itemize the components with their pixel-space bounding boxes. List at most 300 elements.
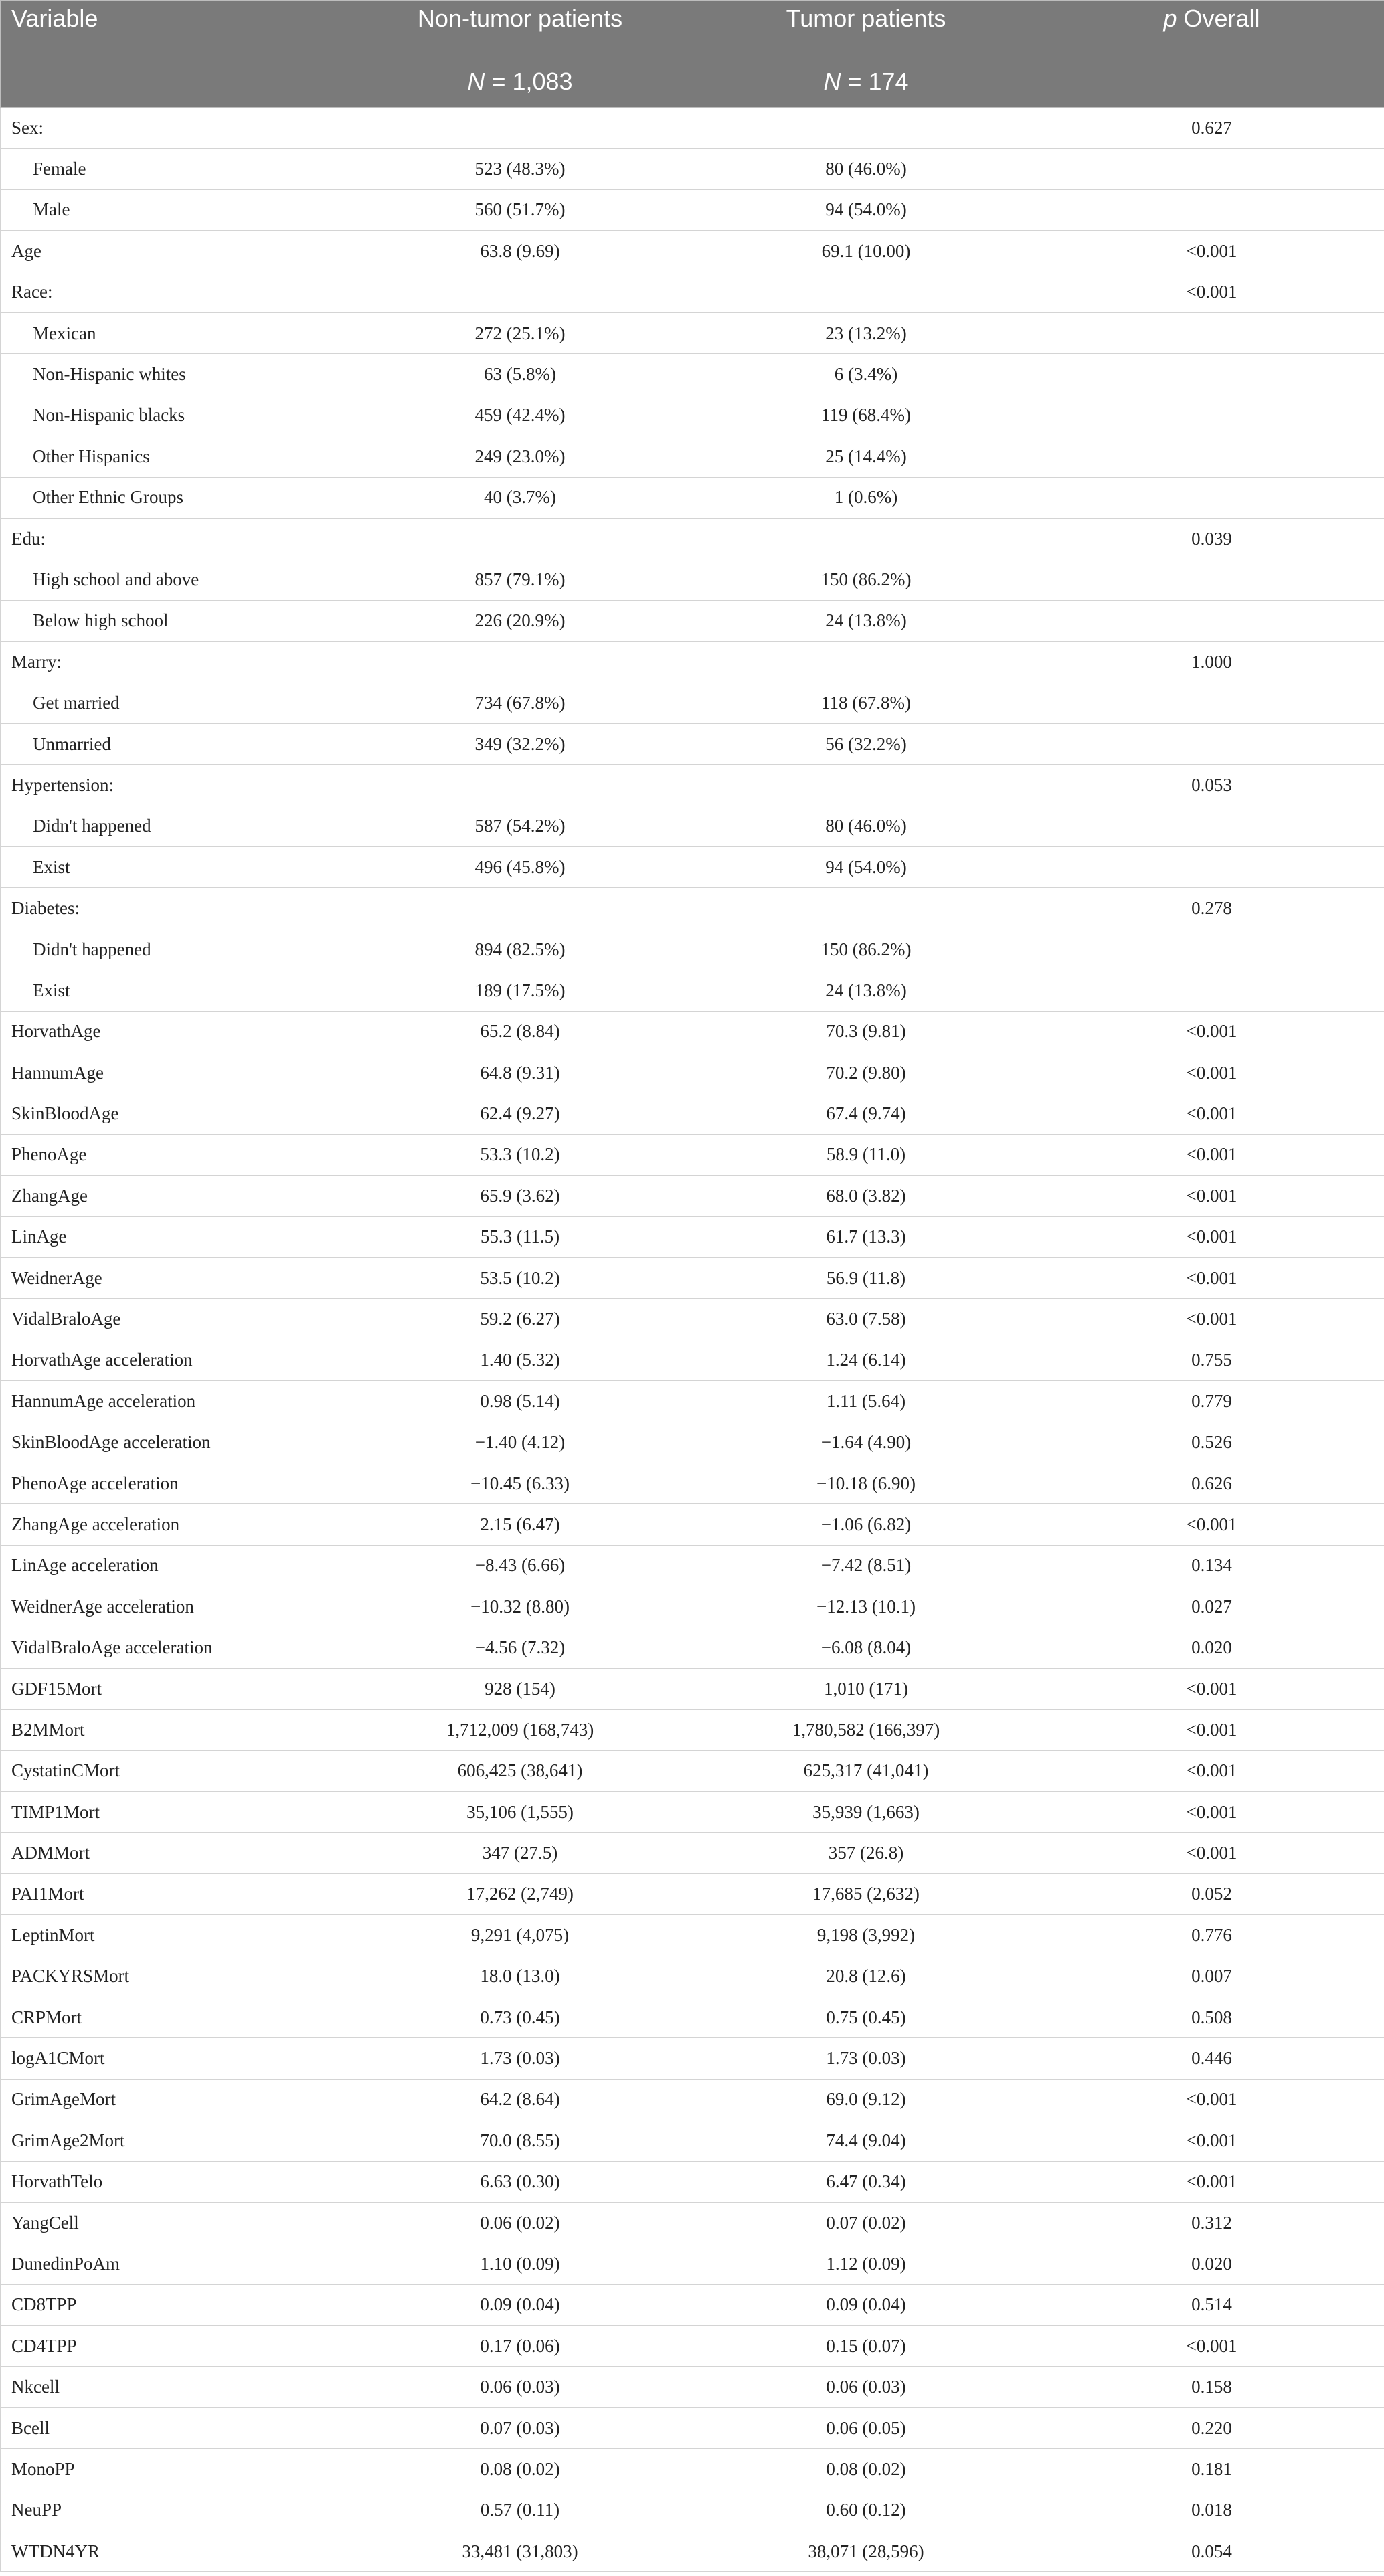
cell-non-tumor: 928 (154) [347,1668,693,1709]
cell-non-tumor: 53.5 (10.2) [347,1257,693,1298]
cell-non-tumor: 63 (5.8%) [347,354,693,395]
table-row [1,1257,1384,1298]
cell-tumor: 58.9 (11.0) [693,1134,1039,1175]
cell-p-overall: <0.001 [1039,2326,1384,2367]
cell-non-tumor: 40 (3.7%) [347,477,693,518]
cell-variable: Edu: [1,518,347,559]
cell-variable: Non-Hispanic whites [1,354,347,395]
cell-variable: MonoPP [1,2449,347,2490]
cell-p-overall: <0.001 [1039,1011,1384,1052]
cell-p-overall: <0.001 [1039,1176,1384,1216]
cell-non-tumor: 17,262 (2,749) [347,1873,693,1914]
cell-non-tumor: 0.06 (0.02) [347,2202,693,2243]
cell-variable: GrimAge2Mort [1,2120,347,2161]
table-row [1,1792,1384,1833]
table-row [1,2531,1384,2572]
cell-tumor: 0.60 (0.12) [693,2490,1039,2531]
cell-non-tumor: 70.0 (8.55) [347,2120,693,2161]
cell-p-overall: 0.027 [1039,1586,1384,1627]
cell-p-overall [1039,847,1384,888]
table-row [1,354,1384,395]
header-non-tumor: Non-tumor patients [347,1,693,56]
table-row [1,1750,1384,1791]
table-body [1,108,1384,2572]
cell-tumor: −12.13 (10.1) [693,1586,1039,1627]
cell-non-tumor: −8.43 (6.66) [347,1545,693,1586]
cell-p-overall: 0.278 [1039,888,1384,929]
cell-p-overall [1039,682,1384,723]
cell-p-overall [1039,395,1384,436]
table-row [1,1422,1384,1463]
table-row [1,1956,1384,1997]
table-row [1,929,1384,970]
cell-non-tumor: 1.10 (0.09) [347,2243,693,2284]
cell-non-tumor: 1.40 (5.32) [347,1340,693,1380]
cell-variable: Non-Hispanic blacks [1,395,347,436]
table-row [1,600,1384,641]
table-row [1,682,1384,723]
cell-tumor: 68.0 (3.82) [693,1176,1039,1216]
table-row [1,2161,1384,2202]
cell-variable: Male [1,189,347,230]
cell-p-overall [1039,600,1384,641]
cell-tumor: −7.42 (8.51) [693,1545,1039,1586]
cell-tumor: 625,317 (41,041) [693,1750,1039,1791]
table-row [1,1710,1384,1750]
cell-tumor: 1.11 (5.64) [693,1381,1039,1422]
cell-non-tumor: 65.9 (3.62) [347,1176,693,1216]
cell-tumor: 9,198 (3,992) [693,1915,1039,1956]
cell-non-tumor: 249 (23.0%) [347,436,693,477]
table-row [1,1627,1384,1668]
cell-variable: High school and above [1,559,347,600]
cell-variable: logA1CMort [1,2038,347,2079]
header-n-value: = 1,083 [491,68,573,95]
header-variable: Variable [1,1,347,108]
cell-p-overall [1039,312,1384,353]
cell-variable: PACKYRSMort [1,1956,347,1997]
table-row [1,1093,1384,1134]
table-row [1,436,1384,477]
cell-p-overall: 0.052 [1039,1873,1384,1914]
table-row [1,765,1384,806]
cell-variable: LeptinMort [1,1915,347,1956]
table-row [1,1997,1384,2037]
header-n-symbol: N [823,68,841,95]
cell-non-tumor: 9,291 (4,075) [347,1915,693,1956]
cell-non-tumor: 59.2 (6.27) [347,1299,693,1340]
table-row [1,1463,1384,1503]
cell-p-overall: 0.220 [1039,2407,1384,2448]
cell-non-tumor: 64.8 (9.31) [347,1052,693,1093]
cell-p-overall: 0.053 [1039,765,1384,806]
cell-p-overall: 0.755 [1039,1340,1384,1380]
cell-variable: Sex: [1,108,347,149]
cell-p-overall: <0.001 [1039,1299,1384,1340]
table-row [1,1915,1384,1956]
table-row [1,1299,1384,1340]
cell-variable: DunedinPoAm [1,2243,347,2284]
cell-p-overall: <0.001 [1039,1504,1384,1545]
cell-tumor: 63.0 (7.58) [693,1299,1039,1340]
cell-tumor: 35,939 (1,663) [693,1792,1039,1833]
cell-tumor: 118 (67.8%) [693,682,1039,723]
cell-p-overall: <0.001 [1039,1216,1384,1257]
cell-variable: B2MMort [1,1710,347,1750]
cell-p-overall: 0.779 [1039,1381,1384,1422]
cell-non-tumor [347,272,693,312]
table-row [1,2490,1384,2531]
cell-tumor: 0.07 (0.02) [693,2202,1039,2243]
cell-tumor: 0.06 (0.03) [693,2367,1039,2407]
cell-variable: VidalBraloAge acceleration [1,1627,347,1668]
cell-tumor: −1.06 (6.82) [693,1504,1039,1545]
header-p-overall [1039,1,1384,108]
header-tumor-n [693,56,1039,108]
cell-tumor: −10.18 (6.90) [693,1463,1039,1503]
cell-tumor: 24 (13.8%) [693,600,1039,641]
cell-variable: PAI1Mort [1,1873,347,1914]
cell-p-overall: 0.134 [1039,1545,1384,1586]
cell-tumor: 25 (14.4%) [693,436,1039,477]
cell-non-tumor: 1.73 (0.03) [347,2038,693,2079]
cell-variable: ZhangAge acceleration [1,1504,347,1545]
cell-p-overall: <0.001 [1039,2079,1384,2120]
table-row [1,2202,1384,2243]
cell-non-tumor: 857 (79.1%) [347,559,693,600]
cell-p-overall: <0.001 [1039,272,1384,312]
cell-non-tumor: −4.56 (7.32) [347,1627,693,1668]
cell-variable: VidalBraloAge [1,1299,347,1340]
cell-non-tumor [347,765,693,806]
table-row [1,149,1384,189]
cell-tumor: 0.09 (0.04) [693,2284,1039,2325]
cell-tumor: 0.15 (0.07) [693,2326,1039,2367]
cell-non-tumor: 18.0 (13.0) [347,1956,693,1997]
cell-non-tumor: 349 (32.2%) [347,723,693,764]
cell-tumor: 6 (3.4%) [693,354,1039,395]
cell-tumor: 1,780,582 (166,397) [693,1710,1039,1750]
cell-tumor: 80 (46.0%) [693,149,1039,189]
table-row [1,1668,1384,1709]
table-row [1,108,1384,149]
table-row [1,1504,1384,1545]
table-row [1,2038,1384,2079]
cell-variable: Bcell [1,2407,347,2448]
cell-variable: YangCell [1,2202,347,2243]
cell-tumor: 80 (46.0%) [693,806,1039,846]
cell-p-overall: 0.039 [1039,518,1384,559]
cell-tumor: 150 (86.2%) [693,929,1039,970]
cell-non-tumor: 63.8 (9.69) [347,231,693,272]
cell-non-tumor: 1,712,009 (168,743) [347,1710,693,1750]
cell-tumor [693,642,1039,682]
cell-p-overall: <0.001 [1039,1052,1384,1093]
table-row [1,2449,1384,2490]
cell-tumor: 56.9 (11.8) [693,1257,1039,1298]
cell-variable: Get married [1,682,347,723]
cell-non-tumor: 0.73 (0.45) [347,1997,693,2037]
cell-tumor: 20.8 (12.6) [693,1956,1039,1997]
cell-tumor: 150 (86.2%) [693,559,1039,600]
cell-non-tumor: 0.06 (0.03) [347,2367,693,2407]
cell-non-tumor [347,518,693,559]
cell-tumor: −6.08 (8.04) [693,1627,1039,1668]
cell-tumor: 70.2 (9.80) [693,1052,1039,1093]
table-row [1,847,1384,888]
table-row [1,1381,1384,1422]
cell-tumor: 69.1 (10.00) [693,231,1039,272]
header-n-symbol: N [467,68,485,95]
cell-p-overall: <0.001 [1039,1668,1384,1709]
cell-tumor [693,888,1039,929]
cell-variable: SkinBloodAge [1,1093,347,1134]
cell-tumor: 6.47 (0.34) [693,2161,1039,2202]
cell-variable: NeuPP [1,2490,347,2531]
cell-variable: Didn't happened [1,929,347,970]
cell-non-tumor: 6.63 (0.30) [347,2161,693,2202]
cell-variable: HorvathAge [1,1011,347,1052]
cell-variable: WeidnerAge acceleration [1,1586,347,1627]
cell-tumor: 23 (13.2%) [693,312,1039,353]
cell-variable: GrimAgeMort [1,2079,347,2120]
cell-non-tumor: 0.09 (0.04) [347,2284,693,2325]
cell-tumor: 17,685 (2,632) [693,1873,1039,1914]
cell-tumor: 1 (0.6%) [693,477,1039,518]
cell-non-tumor [347,108,693,149]
cell-variable: Exist [1,847,347,888]
table-row [1,888,1384,929]
cell-variable: Age [1,231,347,272]
cell-variable: HorvathAge acceleration [1,1340,347,1380]
cell-variable: Below high school [1,600,347,641]
cell-tumor: 119 (68.4%) [693,395,1039,436]
table-row [1,395,1384,436]
cell-p-overall: <0.001 [1039,1750,1384,1791]
cell-tumor: 1.12 (0.09) [693,2243,1039,2284]
cell-tumor: 70.3 (9.81) [693,1011,1039,1052]
table-row [1,272,1384,312]
cell-tumor: 94 (54.0%) [693,847,1039,888]
cell-non-tumor: 53.3 (10.2) [347,1134,693,1175]
cell-variable: GDF15Mort [1,1668,347,1709]
table-row [1,2284,1384,2325]
cell-variable: Marry: [1,642,347,682]
table-row [1,477,1384,518]
cell-non-tumor: 560 (51.7%) [347,189,693,230]
table-row [1,559,1384,600]
cell-variable: CD4TPP [1,2326,347,2367]
cell-non-tumor: 0.08 (0.02) [347,2449,693,2490]
cell-p-overall: 0.181 [1039,2449,1384,2490]
cell-non-tumor: 606,425 (38,641) [347,1750,693,1791]
table-row [1,2407,1384,2448]
table-row [1,2120,1384,2161]
cell-non-tumor: −10.32 (8.80) [347,1586,693,1627]
cell-p-overall [1039,723,1384,764]
cell-variable: Exist [1,970,347,1011]
cell-p-overall: 0.054 [1039,2531,1384,2572]
cell-non-tumor [347,642,693,682]
cell-p-overall [1039,436,1384,477]
table-row [1,1873,1384,1914]
cell-variable: Race: [1,272,347,312]
table-row [1,2079,1384,2120]
cell-p-overall: 0.007 [1039,1956,1384,1997]
header-non-tumor-n [347,56,693,108]
cell-tumor: 61.7 (13.3) [693,1216,1039,1257]
cell-tumor [693,765,1039,806]
cell-non-tumor: 459 (42.4%) [347,395,693,436]
table-row [1,189,1384,230]
cell-non-tumor: 226 (20.9%) [347,600,693,641]
cell-variable: LinAge [1,1216,347,1257]
cell-p-overall: 0.020 [1039,2243,1384,2284]
cell-p-overall: 0.526 [1039,1422,1384,1463]
cell-variable: WTDN4YR [1,2531,347,2572]
cell-p-overall: <0.001 [1039,1134,1384,1175]
cell-non-tumor: 65.2 (8.84) [347,1011,693,1052]
cell-tumor: 0.06 (0.05) [693,2407,1039,2448]
cell-tumor: 74.4 (9.04) [693,2120,1039,2161]
cell-non-tumor: 35,106 (1,555) [347,1792,693,1833]
cell-p-overall [1039,189,1384,230]
cell-p-overall: 0.776 [1039,1915,1384,1956]
cell-tumor [693,272,1039,312]
table-row [1,312,1384,353]
table-row [1,642,1384,682]
cell-non-tumor: 33,481 (31,803) [347,2531,693,2572]
cell-non-tumor: 587 (54.2%) [347,806,693,846]
cell-tumor: 1.24 (6.14) [693,1340,1039,1380]
cell-variable: LinAge acceleration [1,1545,347,1586]
cell-p-overall: <0.001 [1039,231,1384,272]
cell-variable: Didn't happened [1,806,347,846]
cell-tumor: 1.73 (0.03) [693,2038,1039,2079]
cell-non-tumor: 894 (82.5%) [347,929,693,970]
cell-p-overall: <0.001 [1039,1257,1384,1298]
cell-non-tumor: 0.07 (0.03) [347,2407,693,2448]
header-n-value: = 174 [847,68,909,95]
cell-p-overall: <0.001 [1039,2120,1384,2161]
table-row [1,806,1384,846]
cell-tumor: 1,010 (171) [693,1668,1039,1709]
cell-tumor: 94 (54.0%) [693,189,1039,230]
cell-non-tumor: 2.15 (6.47) [347,1504,693,1545]
cell-p-overall: 0.158 [1039,2367,1384,2407]
table-row [1,231,1384,272]
table-row [1,2367,1384,2407]
table-row [1,1545,1384,1586]
cell-p-overall: <0.001 [1039,1833,1384,1873]
cell-non-tumor: 0.98 (5.14) [347,1381,693,1422]
cell-variable: CystatinCMort [1,1750,347,1791]
cell-variable: Other Hispanics [1,436,347,477]
cell-p-overall: <0.001 [1039,1710,1384,1750]
cell-p-overall [1039,559,1384,600]
cell-variable: HannumAge acceleration [1,1381,347,1422]
cell-non-tumor: 0.57 (0.11) [347,2490,693,2531]
cell-variable: PhenoAge acceleration [1,1463,347,1503]
table-row [1,723,1384,764]
cell-non-tumor: 64.2 (8.64) [347,2079,693,2120]
cell-tumor: 38,071 (28,596) [693,2531,1039,2572]
cell-p-overall: 0.446 [1039,2038,1384,2079]
table-row [1,1586,1384,1627]
cell-tumor: 24 (13.8%) [693,970,1039,1011]
cell-tumor: 0.08 (0.02) [693,2449,1039,2490]
table-row [1,970,1384,1011]
header-p-symbol: p [1163,5,1177,32]
cell-variable: Unmarried [1,723,347,764]
cell-non-tumor: 347 (27.5) [347,1833,693,1873]
table-row [1,2326,1384,2367]
cell-variable: Other Ethnic Groups [1,477,347,518]
cell-variable: Nkcell [1,2367,347,2407]
cell-p-overall [1039,929,1384,970]
cell-variable: CD8TPP [1,2284,347,2325]
cell-p-overall: <0.001 [1039,2161,1384,2202]
cell-p-overall: 0.514 [1039,2284,1384,2325]
table-row [1,1833,1384,1873]
cell-non-tumor: 62.4 (9.27) [347,1093,693,1134]
cell-tumor [693,518,1039,559]
table-row [1,1216,1384,1257]
cell-tumor: 56 (32.2%) [693,723,1039,764]
cell-non-tumor: 734 (67.8%) [347,682,693,723]
cell-p-overall: 0.627 [1039,108,1384,149]
cell-variable: Mexican [1,312,347,353]
cell-variable: ZhangAge [1,1176,347,1216]
cell-variable: TIMP1Mort [1,1792,347,1833]
table-row [1,1134,1384,1175]
cell-non-tumor: 0.17 (0.06) [347,2326,693,2367]
cell-p-overall [1039,806,1384,846]
cell-variable: PhenoAge [1,1134,347,1175]
cell-p-overall: 0.312 [1039,2202,1384,2243]
cell-variable: HorvathTelo [1,2161,347,2202]
cell-p-overall: 0.626 [1039,1463,1384,1503]
cell-non-tumor: −10.45 (6.33) [347,1463,693,1503]
cell-tumor: 69.0 (9.12) [693,2079,1039,2120]
cell-p-overall: 0.018 [1039,2490,1384,2531]
header-p-label: Overall [1177,5,1260,32]
table-row [1,1052,1384,1093]
cell-p-overall [1039,354,1384,395]
cell-p-overall: 0.020 [1039,1627,1384,1668]
cell-variable: Female [1,149,347,189]
cell-variable: CRPMort [1,1997,347,2037]
cell-non-tumor: 189 (17.5%) [347,970,693,1011]
cell-tumor: −1.64 (4.90) [693,1422,1039,1463]
cell-p-overall: <0.001 [1039,1792,1384,1833]
cell-variable: SkinBloodAge acceleration [1,1422,347,1463]
table-row [1,518,1384,559]
table-row [1,2243,1384,2284]
cell-tumor [693,108,1039,149]
cell-p-overall [1039,477,1384,518]
cell-p-overall [1039,149,1384,189]
cell-tumor: 0.75 (0.45) [693,1997,1039,2037]
cell-tumor: 67.4 (9.74) [693,1093,1039,1134]
cell-non-tumor: 496 (45.8%) [347,847,693,888]
cell-non-tumor: 272 (25.1%) [347,312,693,353]
cell-variable: ADMMort [1,1833,347,1873]
table-row [1,1340,1384,1380]
cell-tumor: 357 (26.8) [693,1833,1039,1873]
cell-variable: WeidnerAge [1,1257,347,1298]
table-header [1,1,1384,108]
